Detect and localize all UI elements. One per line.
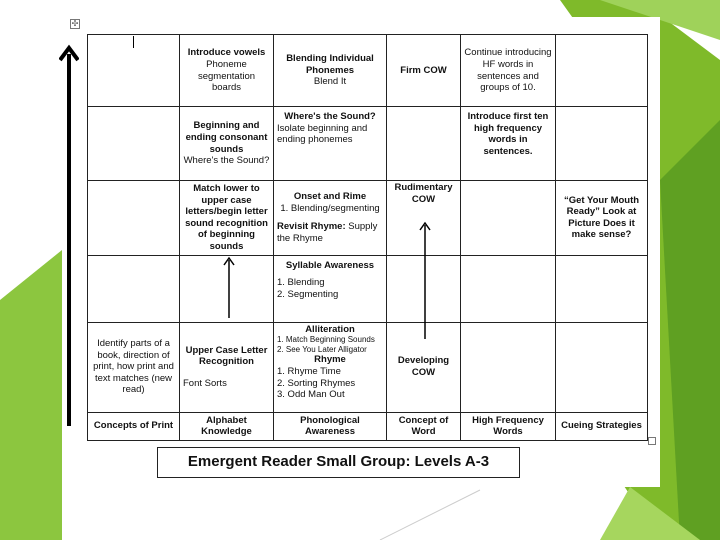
column-header: Alphabet Knowledge bbox=[180, 412, 274, 440]
cell-body: Where's the Sound? bbox=[183, 155, 270, 167]
cell-item: 2. Sorting Rhymes bbox=[277, 377, 356, 389]
cell-title: Beginning and ending consonant sounds bbox=[185, 120, 268, 155]
cell-phonological-r2[interactable] bbox=[274, 107, 387, 181]
cell-title: Where's the Sound? bbox=[284, 111, 376, 122]
cell-print-r5[interactable] bbox=[88, 322, 180, 412]
reading-plan-table bbox=[87, 34, 648, 441]
cell-item: 2. Segmenting bbox=[277, 288, 339, 300]
cell-cueing-r4[interactable] bbox=[556, 255, 648, 322]
column-header: Concept of Word bbox=[387, 412, 461, 440]
cell-body: Isolate beginning and ending phonemes bbox=[277, 122, 368, 146]
cell-print-r3[interactable] bbox=[88, 181, 180, 256]
alphabet-progress-arrow-icon bbox=[222, 256, 236, 320]
cell-hf-r4[interactable] bbox=[461, 255, 556, 322]
column-header: High Frequency Words bbox=[461, 412, 556, 440]
cell-item: 2. See You Later Alligator bbox=[277, 344, 367, 354]
cell-title: Upper Case Letter Recognition bbox=[185, 344, 268, 368]
cell-title: Introduce first ten high frequency words in sentences. bbox=[467, 111, 549, 157]
cell-title: Syllable Awareness bbox=[285, 259, 375, 271]
cell-cueing-r2[interactable] bbox=[556, 107, 648, 181]
cell-hf-r1[interactable] bbox=[461, 35, 556, 107]
cell-body: Blend It bbox=[313, 76, 347, 88]
cell-body: Identify parts of a book, direction of print, how print and text matches (new read) bbox=[93, 338, 174, 396]
cell-title: “Get Your Mouth Ready” Look at Picture Does it make sense? bbox=[563, 194, 640, 241]
progression-arrow-icon bbox=[59, 40, 79, 430]
cell-item: 3. Odd Man Out bbox=[277, 389, 345, 401]
cell-cueing-r1[interactable] bbox=[556, 35, 648, 107]
cell-item: 1. Blending/segmenting bbox=[280, 202, 380, 214]
cell-title: Rudimentary COW bbox=[394, 182, 453, 205]
cell-item: 1. Rhyme Time bbox=[277, 365, 341, 377]
cell-print-r2[interactable] bbox=[88, 107, 180, 181]
slide-caption: Emergent Reader Small Group: Levels A-3 bbox=[157, 447, 520, 478]
cell-body: Continue introducing HF words in sentences and groups of 10. bbox=[464, 47, 552, 94]
table-resize-handle[interactable] bbox=[648, 437, 656, 445]
table-row bbox=[88, 322, 648, 412]
table-move-handle-icon[interactable]: ✣ bbox=[71, 19, 79, 28]
cell-item: 1. Blending bbox=[277, 277, 325, 289]
cell-alphabet-r5[interactable] bbox=[180, 322, 274, 412]
cell-phonological-r4[interactable] bbox=[274, 255, 387, 322]
cell-title: Developing COW bbox=[397, 355, 450, 379]
cell-item: 1. Match Beginning Sounds bbox=[277, 335, 375, 345]
table-row bbox=[88, 35, 648, 107]
revisit-text: Supply the Rhyme bbox=[277, 221, 378, 244]
column-header: Cueing Strategies bbox=[556, 412, 648, 440]
cell-cow-r1[interactable] bbox=[387, 35, 461, 107]
cell-phonological-r5[interactable] bbox=[274, 322, 387, 412]
cell-phonological-r1[interactable] bbox=[274, 35, 387, 107]
cell-print-r4[interactable] bbox=[88, 255, 180, 322]
cell-hf-r3[interactable] bbox=[461, 181, 556, 256]
table-row bbox=[88, 255, 648, 322]
cell-hf-r2[interactable] bbox=[461, 107, 556, 181]
cell-alphabet-r2[interactable] bbox=[180, 107, 274, 181]
cell-title: Rhyme bbox=[314, 354, 346, 366]
cell-cow-r2[interactable] bbox=[387, 107, 461, 181]
column-header: Concepts of Print bbox=[88, 412, 180, 440]
cell-title: Firm COW bbox=[400, 64, 447, 76]
table-row bbox=[88, 181, 648, 256]
table-row bbox=[88, 107, 648, 181]
cell-body: Phoneme segmentation boards bbox=[197, 58, 256, 94]
revisit-label: Revisit Rhyme: bbox=[277, 221, 346, 233]
cell-cueing-r5[interactable] bbox=[556, 322, 648, 412]
cow-progress-arrow-icon bbox=[418, 221, 432, 341]
cell-alphabet-r1[interactable] bbox=[180, 35, 274, 107]
cell-hf-r5[interactable] bbox=[461, 322, 556, 412]
cell-title: Blending Individual Phonemes bbox=[286, 53, 374, 76]
cell-phonological-r3[interactable] bbox=[274, 181, 387, 256]
cell-alphabet-r3[interactable] bbox=[180, 181, 274, 256]
column-header-row bbox=[88, 412, 648, 440]
cell-title: Onset and Rime bbox=[293, 191, 367, 203]
cell-title: Introduce vowels bbox=[187, 47, 266, 59]
cell-body: Font Sorts bbox=[183, 377, 227, 389]
cell-title: Match lower to upper case letters/begin letter sound recognition of beginning sounds bbox=[185, 183, 268, 252]
cell-print-r1[interactable] bbox=[88, 35, 180, 107]
column-header: Phonological Awareness bbox=[274, 412, 387, 440]
cell-cueing-r3[interactable] bbox=[556, 181, 648, 256]
revisit-line bbox=[277, 221, 383, 244]
cell-title: Alliteration bbox=[305, 323, 355, 335]
